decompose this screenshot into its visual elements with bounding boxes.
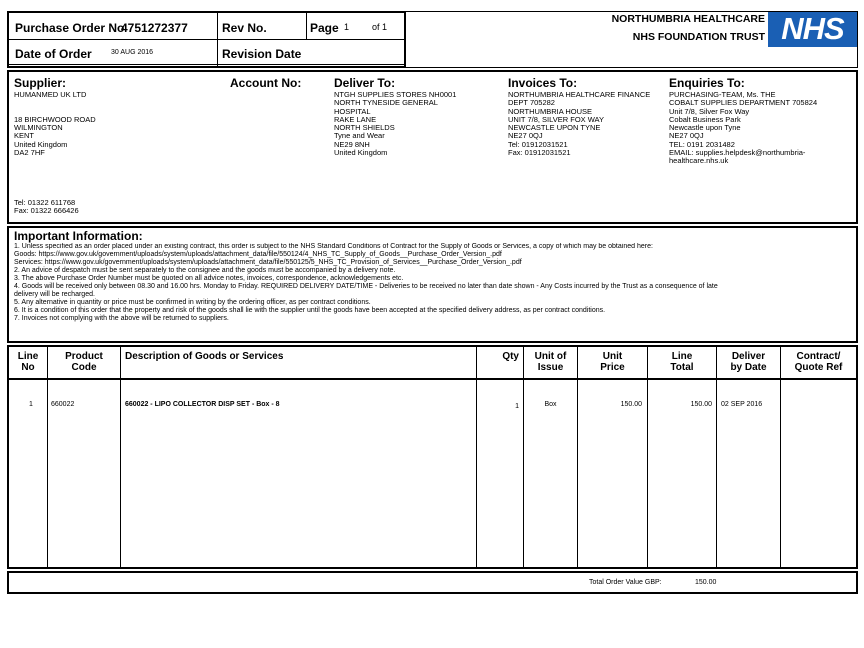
table-row: [9, 401, 856, 413]
address-line: NORTH TYNESIDE GENERAL: [334, 98, 438, 108]
address-section: [7, 70, 858, 224]
po-header-box: [7, 11, 406, 68]
enquiries-to-label: Enquiries To:: [669, 76, 745, 90]
page-label: Page: [310, 21, 339, 35]
revision-date-label: Revision Date: [222, 47, 302, 61]
address-line: HOSPITAL: [334, 106, 371, 116]
address-line: 18 BIRCHWOOD ROAD: [14, 114, 96, 124]
deliver-to-address: [334, 91, 456, 157]
supplier-contact: [14, 199, 79, 216]
col-header-unit-issue: Unit of Issue: [534, 351, 567, 373]
trust-header: [406, 11, 858, 68]
important-info-label: Important Information:: [14, 229, 143, 243]
date-of-order: 30 AUG 2016: [111, 49, 154, 56]
page-of: of 1: [372, 22, 388, 32]
info-line: 5. Any alternative in quantity or price must be confirmed in writing by the ordering officer, as per contract conditions.: [14, 299, 371, 306]
email-link-cont[interactable]: healthcare.nhs.uk: [669, 156, 729, 166]
address-line: UNIT 7/8, SILVER FOX WAY: [508, 114, 604, 124]
address-line: NE29 8NH: [334, 139, 370, 149]
col-header-deliver-by: Deliver by Date: [730, 351, 767, 373]
address-line: HUMANMED UK LTD: [14, 90, 87, 99]
cell-description: 660022 - LIPO COLLECTOR DISP SET - Box - 8: [125, 401, 280, 408]
supplier-tel: Tel: 01322 611768: [14, 198, 76, 207]
address-line: United Kingdom: [334, 148, 388, 158]
supplier-address: [14, 91, 214, 157]
invoices-to-label: Invoices To:: [508, 76, 578, 90]
info-line: delivery will be recharged.: [14, 291, 95, 298]
info-line: 1. Unless specified as an order placed under an existing contract, this order is subject to the NHS Standard Conditions of Contract for the Supply of Goods or Services, a copy of which may be obtained here:: [14, 243, 653, 250]
col-header-unit-price: Unit Price: [600, 351, 625, 373]
col-header-line-no: Line No: [17, 351, 39, 373]
account-no-label: Account No:: [230, 76, 302, 90]
address-line: KENT: [14, 131, 35, 141]
col-header-line-total: Line Total: [670, 351, 694, 373]
invoices-to-address: [508, 91, 650, 157]
address-line: Tel: 01912031521: [508, 139, 568, 149]
cell-deliver-by: 02 SEP 2016: [721, 401, 763, 408]
address-line: NORTHUMBRIA HEALTHCARE FINANCE: [508, 90, 651, 99]
order-total-box: [7, 571, 858, 594]
address-line: Fax: 01912031521: [508, 148, 571, 158]
address-line: TEL: 0191 2031482: [669, 139, 735, 149]
address-line: NORTHUMBRIA HOUSE: [508, 106, 593, 116]
total-order-value: 150.00: [695, 579, 717, 586]
address-line: NE27 0QJ: [508, 131, 543, 141]
important-info-text: [14, 243, 852, 323]
address-line: Cobalt Business Park: [669, 114, 741, 124]
cell-product-code: 660022: [51, 401, 75, 408]
info-line: 3. The above Purchase Order Number must be quoted on all advice notes, invoices, correspondence, acknowledgements etc.: [14, 275, 404, 282]
total-order-value-label: Total Order Value GBP:: [589, 579, 662, 586]
address-line: DEPT 705282: [508, 98, 555, 108]
enquiries-to-address: [669, 91, 817, 166]
address-line: DA2 7HF: [14, 148, 45, 158]
important-info-section: [7, 226, 858, 343]
address-line: NEWCASTLE UPON TYNE: [508, 123, 601, 133]
col-header-contract-ref: Contract/ Quote Ref: [794, 351, 843, 373]
deliver-to-label: Deliver To:: [334, 76, 396, 90]
address-line: Newcastle upon Tyne: [669, 123, 741, 133]
trust-name-line2: NHS FOUNDATION TRUST: [632, 31, 765, 43]
col-header-qty: Qty: [502, 351, 519, 362]
info-line: 4. Goods will be received only between 08.30 and 16.00 hrs. Monday to Friday. REQUIRED DELIVERY DATE/TIME - Deliveries to be received no later than date shown - Any Costs incurred by the Trust as a consequence of late: [14, 283, 718, 290]
rev-no-label: Rev No.: [222, 21, 267, 35]
line-items-table: [7, 345, 858, 569]
address-line: NORTH SHIELDS: [334, 123, 395, 133]
address-line: RAKE LANE: [334, 114, 377, 124]
address-line: WILMINGTON: [14, 123, 63, 133]
po-number-label: Purchase Order No: [15, 21, 125, 35]
address-line: COBALT SUPPLIES DEPARTMENT 705824: [669, 98, 818, 108]
info-link[interactable]: Services: https://www.gov.uk/government/uploads/system/uploads/attachment_data/file/550125/5_NHS_TC_Provision_of_Services__Purchase_Order_Version_.pdf: [14, 259, 522, 266]
cell-unit-price: 150.00: [620, 401, 642, 408]
cell-qty: 1: [515, 403, 519, 410]
address-line: PURCHASING-TEAM, Ms. THE: [669, 90, 776, 99]
info-line: 2. An advice of despatch must be sent separately to the consignee and the goods must be accompanied by a delivery note.: [14, 267, 396, 274]
trust-name-line1: NORTHUMBRIA HEALTHCARE: [611, 13, 765, 25]
cell-line-total: 150.00: [690, 401, 712, 408]
po-number: 4751272377: [121, 21, 188, 35]
info-line: 6. It is a condition of this order that the property and risk of the goods shall lie with the supplier until the goods have been accepted at the specified delivery address, as per contract conditions.: [14, 307, 606, 314]
info-link[interactable]: Goods: https://www.gov.uk/government/uploads/system/uploads/attachment_data/file/550124/4_NHS_TC_Supply_of_Goods__Purchase_Order_Version_.pdf: [14, 251, 502, 258]
address-line: NE27 0QJ: [669, 131, 704, 141]
cell-line-no: 1: [29, 401, 33, 408]
address-line: Unit 7/8, Silver Fox Way: [669, 106, 750, 116]
address-line: [14, 99, 214, 107]
info-line: 7. Invoices not complying with the above will be returned to suppliers.: [14, 315, 229, 322]
col-header-description: Description of Goods or Services: [125, 351, 284, 362]
cell-unit-issue: Box: [544, 401, 557, 408]
address-line: United Kingdom: [14, 139, 68, 149]
email-link[interactable]: EMAIL: supplies.helpdesk@northumbria-: [669, 148, 806, 158]
supplier-label: Supplier:: [14, 76, 67, 90]
date-of-order-label: Date of Order: [15, 47, 92, 61]
supplier-fax: Fax: 01322 666426: [14, 206, 79, 216]
nhs-logo: NHS: [768, 12, 857, 47]
address-line: NTGH SUPPLIES STORES NH0001: [334, 90, 457, 99]
page-number: 1: [344, 22, 350, 32]
address-line: Tyne and Wear: [334, 131, 385, 141]
col-header-product-code: Product Code: [65, 351, 103, 373]
